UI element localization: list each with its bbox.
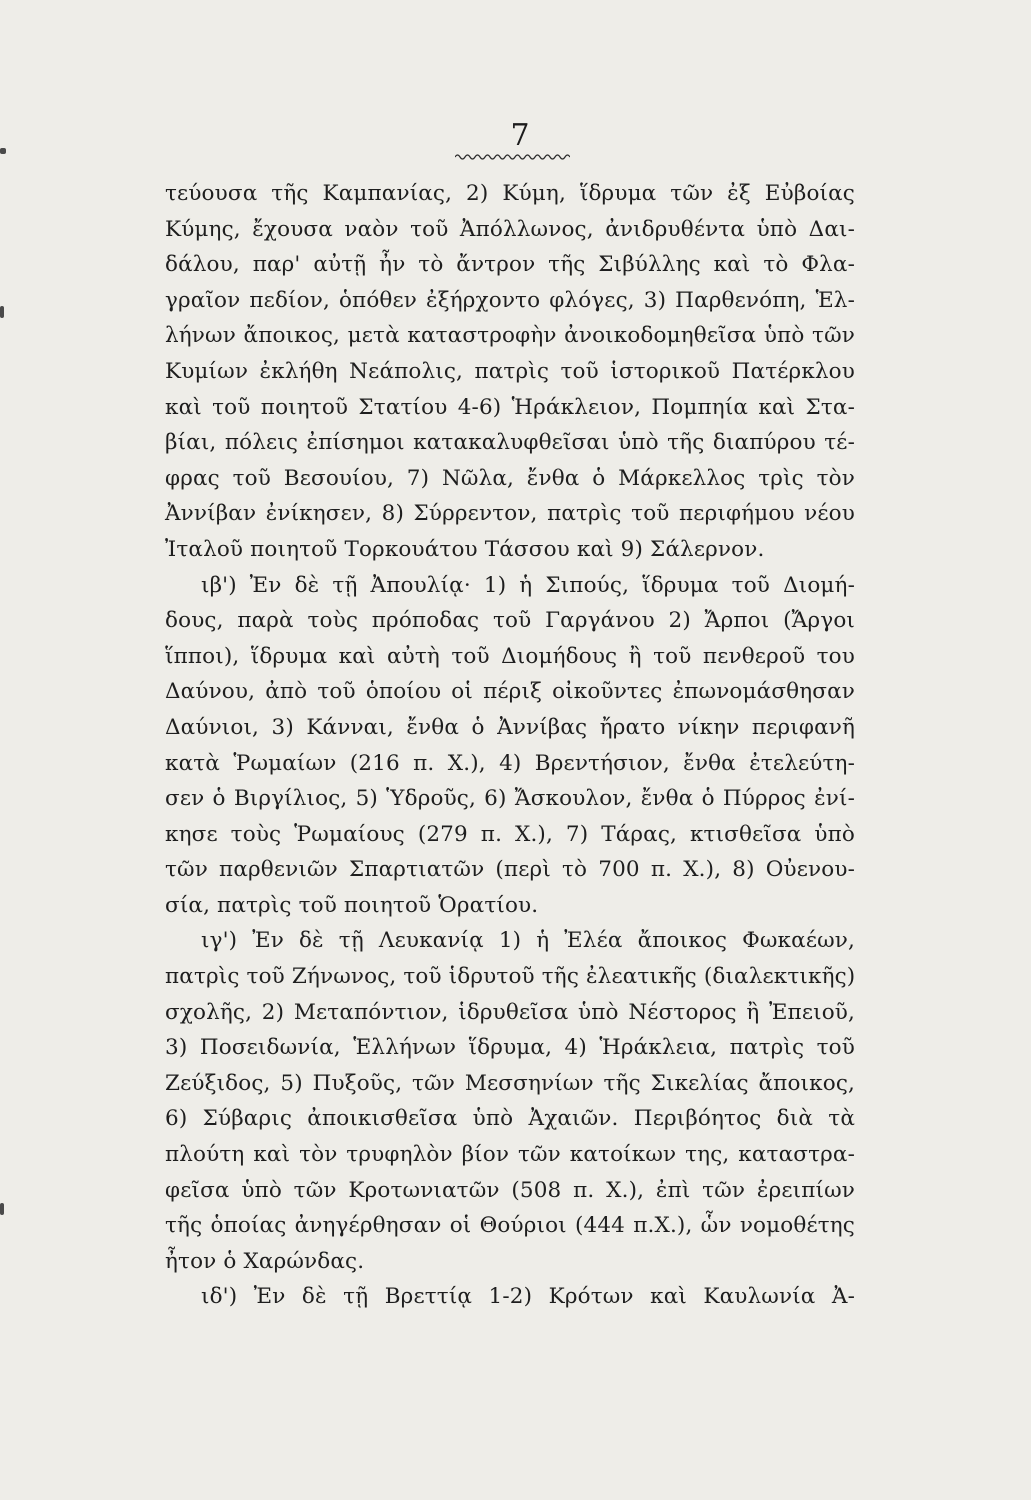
wavy-rule-ornament <box>455 152 570 162</box>
text-line: Ἰταλοῦ ποιητοῦ Τορκουάτου Τάσσου καὶ 9) Σάλερνον. <box>165 536 765 562</box>
text-line: βίαι, πόλεις ἐπίσημοι κατακαλυφθεῖσαι ὑπὸ τῆς διαπύρου τέ- <box>165 430 855 456</box>
text-line: 3) Ποσειδωνία, Ἑλλήνων ἵδρυμα, 4) Ἡράκλεια, πατρὶς τοῦ <box>165 1035 855 1061</box>
text-line: Δαύνιοι, 3) Κάνναι, ἔνθα ὁ Ἀννίβας ἤρατο νίκην περιφανῆ <box>165 714 855 740</box>
text-line: 6) Σύβαρις ἀποικισθεῖσα ὑπὸ Ἀχαιῶν. Περιβόητος διὰ τὰ <box>165 1106 855 1132</box>
text-line: σία, πατρὶς τοῦ ποιητοῦ Ὁρατίου. <box>165 892 539 918</box>
text-line: κατὰ Ῥωμαίων (216 π. Χ.), 4) Βρεντήσιον, ἔνθα ἐτελεύτη- <box>165 750 855 776</box>
text-line: σεν ὁ Βιργίλιος, 5) Ὑδροῦς, 6) Ἄσκουλον, ἔνθα ὁ Πύρρος ἐνί- <box>165 786 855 812</box>
text-line: ιδ') Ἐν δὲ τῇ Βρεττίᾳ 1-2) Κρότων καὶ Καυλωνία Ἀ- <box>201 1284 855 1310</box>
text-line: τῆς ὁποίας ἀνηγέρθησαν οἱ Θούριοι (444 π.Χ.), ὧν νομοθέτης <box>165 1213 855 1239</box>
text-line: δους, παρὰ τοὺς πρόποδας τοῦ Γαργάνου 2) Ἄρποι (Ἄργοι <box>165 608 855 634</box>
text-line: ἦτον ὁ Χαρώνδας. <box>165 1248 365 1274</box>
text-line: τῶν παρθενιῶν Σπαρτιατῶν (περὶ τὸ 700 π. Χ.), 8) Οὐενου- <box>165 857 855 883</box>
text-line: φρας τοῦ Βεσουίου, 7) Νῶλα, ἔνθα ὁ Μάρκελλος τρὶς τὸν <box>165 465 855 491</box>
text-line: τεύουσα τῆς Καμπανίας, 2) Κύμη, ἵδρυμα τῶν ἐξ Εὐβοίας <box>165 181 855 206</box>
text-line: Κυμίων ἐκλήθη Νεάπολις, πατρὶς τοῦ ἱστορικοῦ Πατέρκλου <box>165 358 855 384</box>
binding-mark-left <box>0 148 6 154</box>
text-line: καὶ τοῦ ποιητοῦ Στατίου 4-6) Ἡράκλειον, Πομπηία καὶ Στα- <box>165 394 855 420</box>
text-line: κησε τοὺς Ῥωμαίους (279 π. Χ.), 7) Τάρας, κτισθεῖσα ὑπὸ <box>165 821 855 847</box>
text-line: Κύμης, ἔχουσα ναὸν τοῦ Ἀπόλλωνος, ἀνιδρυθέντα ὑπὸ Δαι- <box>165 216 855 242</box>
text-line: Δαύνου, ἀπὸ τοῦ ὁποίου οἱ πέριξ οἰκοῦντες ἐπωνομάσθησαν <box>165 679 855 705</box>
text-line: πλούτη καὶ τὸν τρυφηλὸν βίον τῶν κατοίκων της, καταστρα- <box>165 1142 855 1168</box>
text-line: Ζεύξιδος, 5) Πυξοῦς, τῶν Μεσσηνίων τῆς Σικελίας ἄποικος, <box>165 1070 855 1096</box>
text-line: φεῖσα ὑπὸ τῶν Κροτωνιατῶν (508 π. Χ.), ἐπὶ τῶν ἐρειπίων <box>165 1177 855 1203</box>
text-line: ἵπποι), ἵδρυμα καὶ αὐτὴ τοῦ Διομήδους ἢ τοῦ πενθεροῦ του <box>165 643 855 669</box>
binding-mark-left-3 <box>0 1203 4 1215</box>
text-line: σχολῆς, 2) Μεταπόντιον, ἱδρυθεῖσα ὑπὸ Νέστορος ἢ Ἐπειοῦ, <box>165 999 855 1025</box>
text-line: Ἀννίβαν ἐνίκησεν, 8) Σύρρεντον, πατρὶς τοῦ περιφήμου νέου <box>165 501 855 527</box>
page-number: 7 <box>510 118 530 153</box>
text-line: πατρὶς τοῦ Ζήνωνος, τοῦ ἱδρυτοῦ τῆς ἐλεατικῆς (διαλεκτικῆς) <box>165 964 856 990</box>
text-line: λήνων ἄποικος, μετὰ καταστροφὴν ἀνοικοδομηθεῖσα ὑπὸ τῶν <box>165 323 855 349</box>
binding-mark-left-2 <box>0 306 4 318</box>
body-text <box>165 176 855 1315</box>
text-line: δάλου, παρ' αὐτῇ ἦν τὸ ἄντρον τῆς Σιβύλλης καὶ τὸ Φλα- <box>165 252 855 278</box>
text-line: γραῖον πεδίον, ὁπόθεν ἐξήρχοντο φλόγες, 3) Παρθενόπη, Ἑλ- <box>165 287 855 313</box>
text-line: ιγ') Ἐν δὲ τῇ Λευκανίᾳ 1) ἡ Ἐλέα ἄποικος Φωκαέων, <box>201 928 855 954</box>
text-line: ιβ') Ἐν δὲ τῇ Ἀπουλίᾳ· 1) ἡ Σιπούς, ἵδρυμα τοῦ Διομή- <box>201 572 855 598</box>
